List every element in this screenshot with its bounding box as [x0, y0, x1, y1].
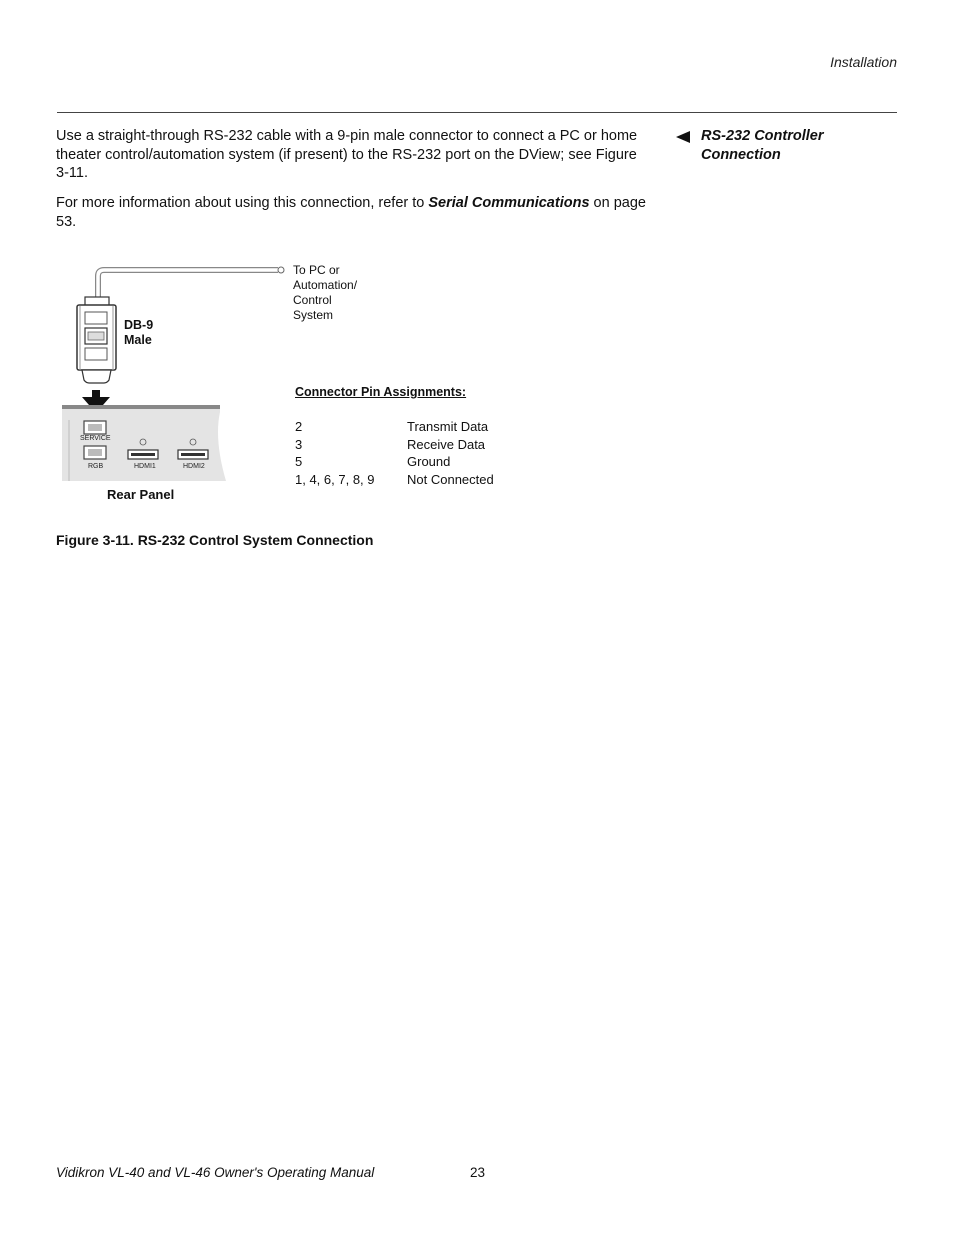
pin-signal: Not Connected: [407, 471, 494, 487]
cable-end-icon: [278, 267, 284, 273]
hdmi1-port-label: HDMI1: [134, 463, 156, 470]
cable-inner: [98, 270, 278, 300]
to-pc-line: To PC or: [293, 263, 340, 277]
db9-male-label: [124, 318, 153, 348]
rgb-port-label: RGB: [88, 463, 104, 470]
pin-row: [295, 418, 494, 436]
service-port-label: SERVICE: [80, 435, 111, 442]
pin-number: 2: [295, 419, 303, 434]
pin-row: [295, 471, 494, 489]
pin-signal: Transmit Data: [407, 419, 489, 434]
pin-number: 1, 4, 6, 7, 8, 9: [295, 471, 375, 487]
to-pc-line: System: [293, 308, 334, 322]
to-pc-label: [293, 263, 383, 323]
hdmi2-port-label: HDMI2: [183, 463, 205, 470]
pin-signal: Ground: [407, 454, 451, 469]
running-header: Installation: [830, 54, 897, 70]
to-pc-line: Automation/: [293, 278, 358, 292]
cable-outer: [98, 270, 278, 300]
paragraph-prefix: For more information about using this connection, refer to: [56, 195, 429, 211]
db9-label-line: Male: [124, 333, 152, 347]
pin-assignments-table: [295, 418, 494, 488]
pin-row: [295, 453, 494, 471]
paragraph-suffix: on page 53.: [56, 195, 646, 230]
db9-connector-icon: [77, 297, 116, 383]
to-pc-line: Control: [293, 293, 332, 307]
footer-manual-title: Vidikron VL-40 and VL-46 Owner's Operating Manual: [56, 1165, 375, 1180]
figure-caption: Figure 3-11. RS-232 Control System Connection: [56, 532, 374, 548]
pin-number: 3: [295, 436, 303, 452]
paragraph-cable-instructions: Use a straight-through RS-232 cable with a 9-pin male connector to connect a PC or home theater control/automation system (if present) to the RS-232 port on the DView; see Figure 3-11.: [56, 128, 638, 181]
serial-communications-ref: Serial Communications: [428, 195, 590, 211]
side-heading-line1: RS-232 Controller: [701, 128, 824, 144]
pin-number: 5: [295, 454, 303, 469]
side-heading-line2: Connection: [701, 147, 781, 163]
pin-signal: Receive Data: [407, 436, 486, 452]
db9-label-line: DB-9: [124, 318, 154, 332]
rear-panel-label: Rear Panel: [107, 487, 175, 502]
pin-assignments-title: Connector Pin Assignments:: [295, 385, 467, 399]
page-number: 23: [470, 1165, 486, 1180]
pin-row: [295, 436, 494, 454]
